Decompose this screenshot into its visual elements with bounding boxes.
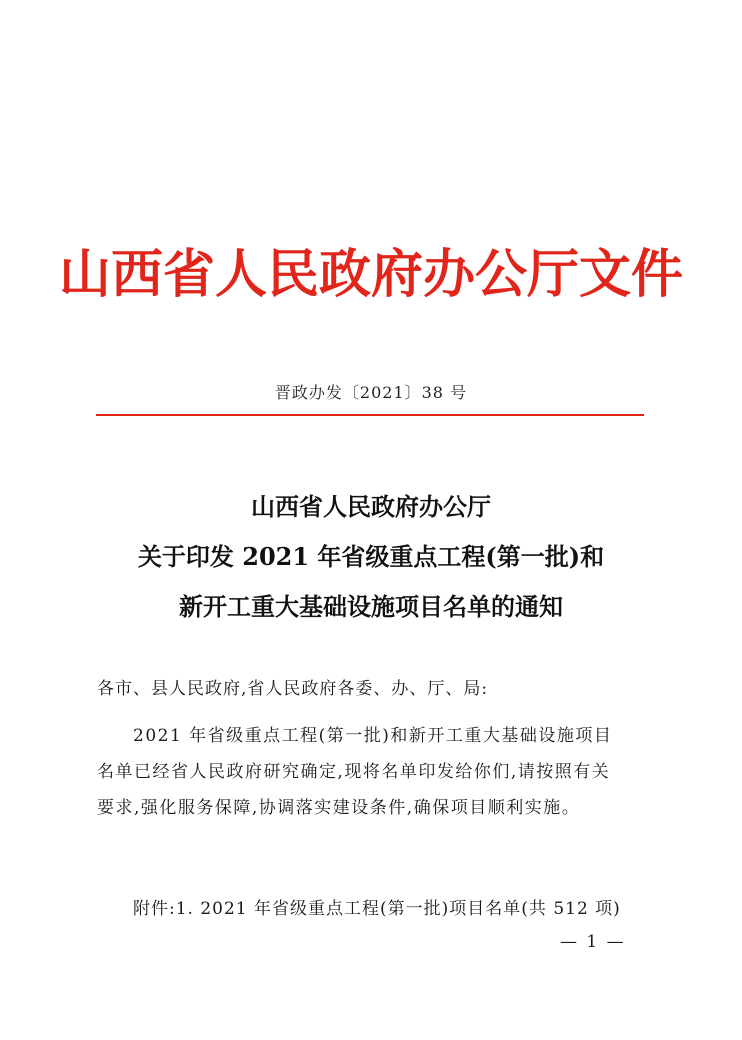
document-number: 晋政办发〔2021〕38 号 [274, 383, 468, 402]
body-line-1: 2021 年省级重点工程(第一批)和新开工重大基础设施项目 [133, 726, 613, 746]
document-title-line-1: 山西省人民政府办公厅 [251, 492, 491, 521]
page-number: — 1 — [560, 932, 626, 952]
document-title [0, 482, 742, 632]
document-title-line-2: 关于印发 2021 年省级重点工程(第一批)和 [137, 542, 605, 571]
issuing-authority-header: 山西省人民政府办公厅文件 [58, 244, 683, 305]
red-divider-line [96, 414, 644, 416]
body-line-2: 名单已经省人民政府研究确定,现将名单印发给你们,请按照有关 [97, 762, 611, 782]
salutation: 各市、县人民政府,省人民政府各委、办、厅、局: [97, 679, 489, 699]
document-title-line-3: 新开工重大基础设施项目名单的通知 [179, 592, 563, 621]
body-line-3: 要求,强化服务保障,协调落实建设条件,确保项目顺利实施。 [97, 798, 581, 818]
attachment-line: 附件:1. 2021 年省级重点工程(第一批)项目名单(共 512 项) [133, 899, 621, 919]
body-paragraph [97, 718, 645, 826]
